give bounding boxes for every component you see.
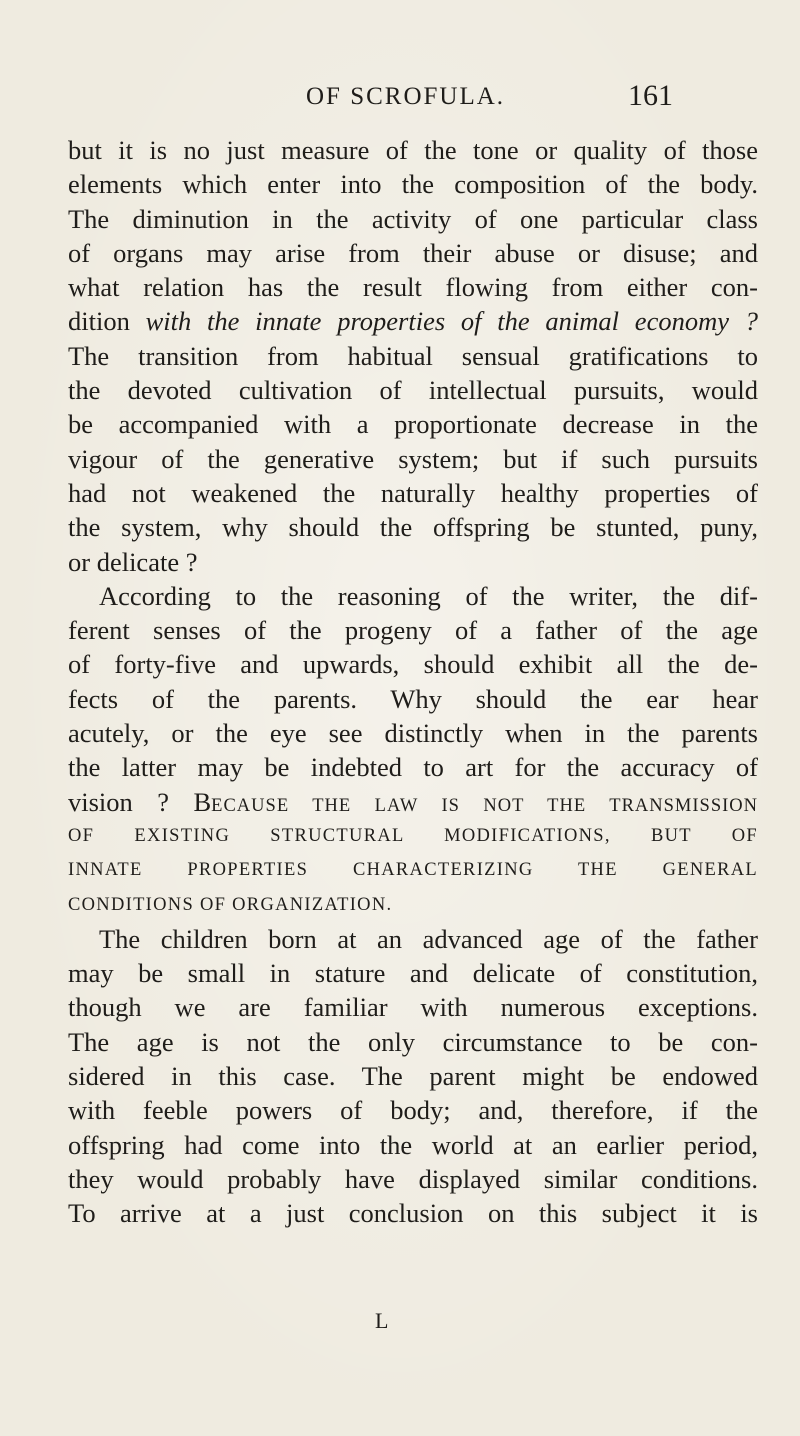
text-line: the latter may be indebted to art for the accuracy of [68, 752, 758, 783]
paragraph-start-line: According to the reasoning of the writer, the dif- [99, 580, 758, 611]
text-line-with-italic [68, 304, 758, 338]
text-line: they would probably have displayed similar conditions. [68, 1163, 758, 1194]
small-caps-text: ECAUSE THE LAW IS NOT THE TRANSMISSION [211, 795, 758, 816]
text-line: be accompanied with a proportionate decrease in the [68, 409, 758, 440]
text-line: with feeble powers of body; and, therefore, if the [68, 1095, 758, 1126]
text-line: fects of the parents. Why should the ear hear [68, 683, 758, 714]
signature-mark: L [375, 1308, 389, 1333]
text-line: sidered in this case. The parent might be endowed [68, 1061, 758, 1092]
running-title: OF SCROFULA. [306, 83, 506, 110]
body-text [68, 133, 758, 1231]
text-line: To arrive at a just conclusion on this subject it is [68, 1198, 758, 1229]
text-line: had not weakened the naturally healthy properties of [68, 477, 758, 508]
text-line: vigour of the generative system; but if such pursuits [68, 443, 758, 474]
text-line: The transition from habitual sensual gratifications to [68, 340, 758, 371]
page-number: 161 [628, 79, 673, 112]
text-segment: vision ? [68, 786, 170, 817]
small-caps-line: OF EXISTING STRUCTURAL MODIFICATIONS, BUT OF [68, 825, 758, 846]
text-line: may be small in stature and delicate of constitution, [68, 958, 758, 989]
text-line: offspring had come into the world at an earlier period, [68, 1129, 758, 1160]
text-line: though we are familiar with numerous exceptions. [68, 992, 758, 1023]
small-caps-line: CONDITIONS OF ORGANIZATION. [68, 894, 393, 915]
text-line: what relation has the result flowing from either con- [68, 272, 758, 303]
text-segment: dition [68, 306, 130, 337]
small-caps-initial: B [193, 786, 212, 817]
text-line: of forty-five and upwards, should exhibit all the de- [68, 649, 758, 680]
text-line: The age is not the only circumstance to be con- [68, 1026, 758, 1057]
text-line: elements which enter into the composition of the body. [68, 169, 758, 200]
italic-phrase: with the innate properties of the animal economy ? [145, 306, 759, 337]
text-line: but it is no just measure of the tone or quality of those [68, 135, 758, 165]
text-line: or delicate ? [68, 546, 198, 577]
text-line: The diminution in the activity of one particular class [68, 203, 758, 234]
text-line: ferent senses of the progeny of a father of the age [68, 615, 758, 646]
text-line: the system, why should the offspring be stunted, puny, [68, 512, 758, 543]
text-line: of organs may arise from their abuse or disuse; and [68, 237, 758, 268]
text-line: acutely, or the eye see distinctly when in the parents [68, 718, 758, 749]
small-caps-line: INNATE PROPERTIES CHARACTERIZING THE GENERAL [68, 860, 758, 881]
text-line: the devoted cultivation of intellectual pursuits, would [68, 375, 758, 406]
paragraph-start-line: The children born at an advanced age of the father [99, 923, 758, 954]
text-line-with-small-caps [68, 785, 758, 819]
page-header [0, 79, 800, 123]
